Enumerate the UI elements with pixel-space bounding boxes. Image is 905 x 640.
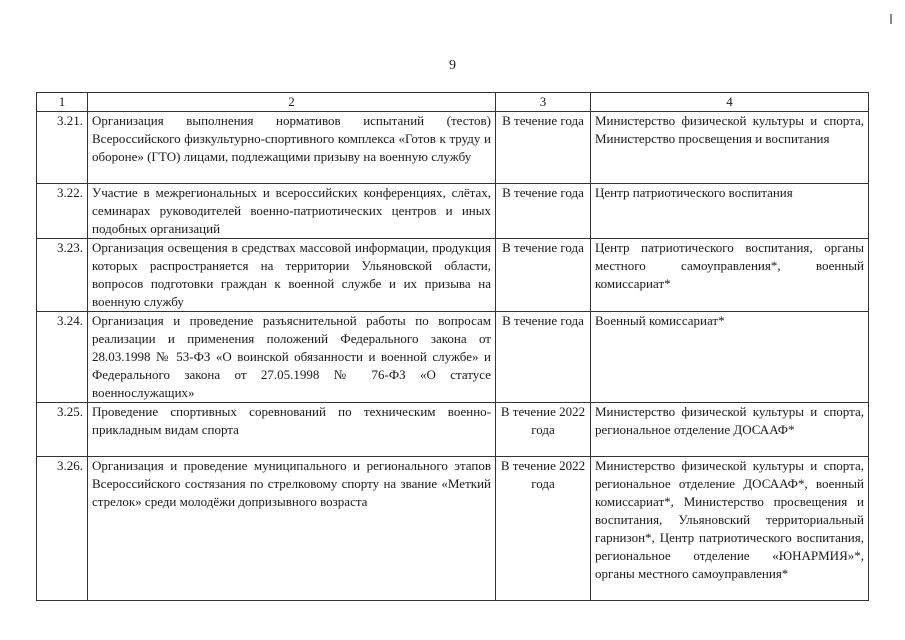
row-number: 3.26.: [37, 457, 88, 601]
table-row: [37, 112, 869, 184]
table-row: [37, 312, 869, 403]
activity-cell: Организация освещения в средствах массовой информации, продукция которых распространяется на территории Ульяновской области, вопросов подготовки граждан к военной службе и их призыва на военную службу: [88, 239, 496, 312]
term-cell: В течение 2022 года: [496, 457, 591, 601]
term-cell: В течение года: [496, 184, 591, 239]
activity-cell: Организация и проведение муниципального и регионального этапов Всероссийского состязания по стрелковому спорту на звание «Меткий стрелок» среди молодёжи допризывного возраста: [88, 457, 496, 601]
header-col-3: 3: [496, 93, 591, 112]
activity-cell: Участие в межрегиональных и всероссийских конференциях, слётах, семинарах руководителей военно-патриотических центров и иных подобных организаций: [88, 184, 496, 239]
term-cell: В течение года: [496, 239, 591, 312]
plan-table: [36, 92, 869, 601]
row-number: 3.25.: [37, 403, 88, 457]
responsible-cell: Министерство физической культуры и спорта, Министерство просвещения и воспитания: [591, 112, 869, 184]
row-number: 3.22.: [37, 184, 88, 239]
header-col-2: 2: [88, 93, 496, 112]
responsible-cell: Военный комиссариат*: [591, 312, 869, 403]
row-number: 3.21.: [37, 112, 88, 184]
activity-cell: Проведение спортивных соревнований по техническим военно-прикладным видам спорта: [88, 403, 496, 457]
header-col-1: 1: [37, 93, 88, 112]
scan-edge-mark: [890, 14, 897, 24]
header-col-4: 4: [591, 93, 869, 112]
term-cell: В течение года: [496, 112, 591, 184]
table-row: [37, 457, 869, 601]
table-header-row: [37, 93, 869, 112]
table-row: [37, 184, 869, 239]
table-row: [37, 403, 869, 457]
activity-cell: Организация и проведение разъяснительной работы по вопросам реализации и применения положений Федерального закона от 28.03.1998 № 53-ФЗ «О воинской обязанности и военной службе» и Федерального закона от 27.05.1998 № 76-ФЗ «О статусе военнослужащих»: [88, 312, 496, 403]
responsible-cell: Центр патриотического воспитания: [591, 184, 869, 239]
page-number: 9: [449, 58, 456, 73]
table-row: [37, 239, 869, 312]
term-cell: В течение года: [496, 312, 591, 403]
row-number: 3.23.: [37, 239, 88, 312]
row-number: 3.24.: [37, 312, 88, 403]
responsible-cell: Центр патриотического воспитания, органы местного самоуправления*, военный комиссариат*: [591, 239, 869, 312]
responsible-cell: Министерство физической культуры и спорта, региональное отделение ДОСААФ*, военный комиссариат*, Министерство просвещения и воспитания, Ульяновский территориальный гарнизон*, Центр патриотического воспитания, региональное отделение «ЮНАРМИЯ»*, органы местного самоуправления*: [591, 457, 869, 601]
term-cell: В течение 2022 года: [496, 403, 591, 457]
responsible-cell: Министерство физической культуры и спорта, региональное отделение ДОСААФ*: [591, 403, 869, 457]
activity-cell: Организация выполнения нормативов испытаний (тестов) Всероссийского физкультурно-спортивного комплекса «Готов к труду и обороне» (ГТО) лицами, подлежащими призыву на военную службу: [88, 112, 496, 184]
